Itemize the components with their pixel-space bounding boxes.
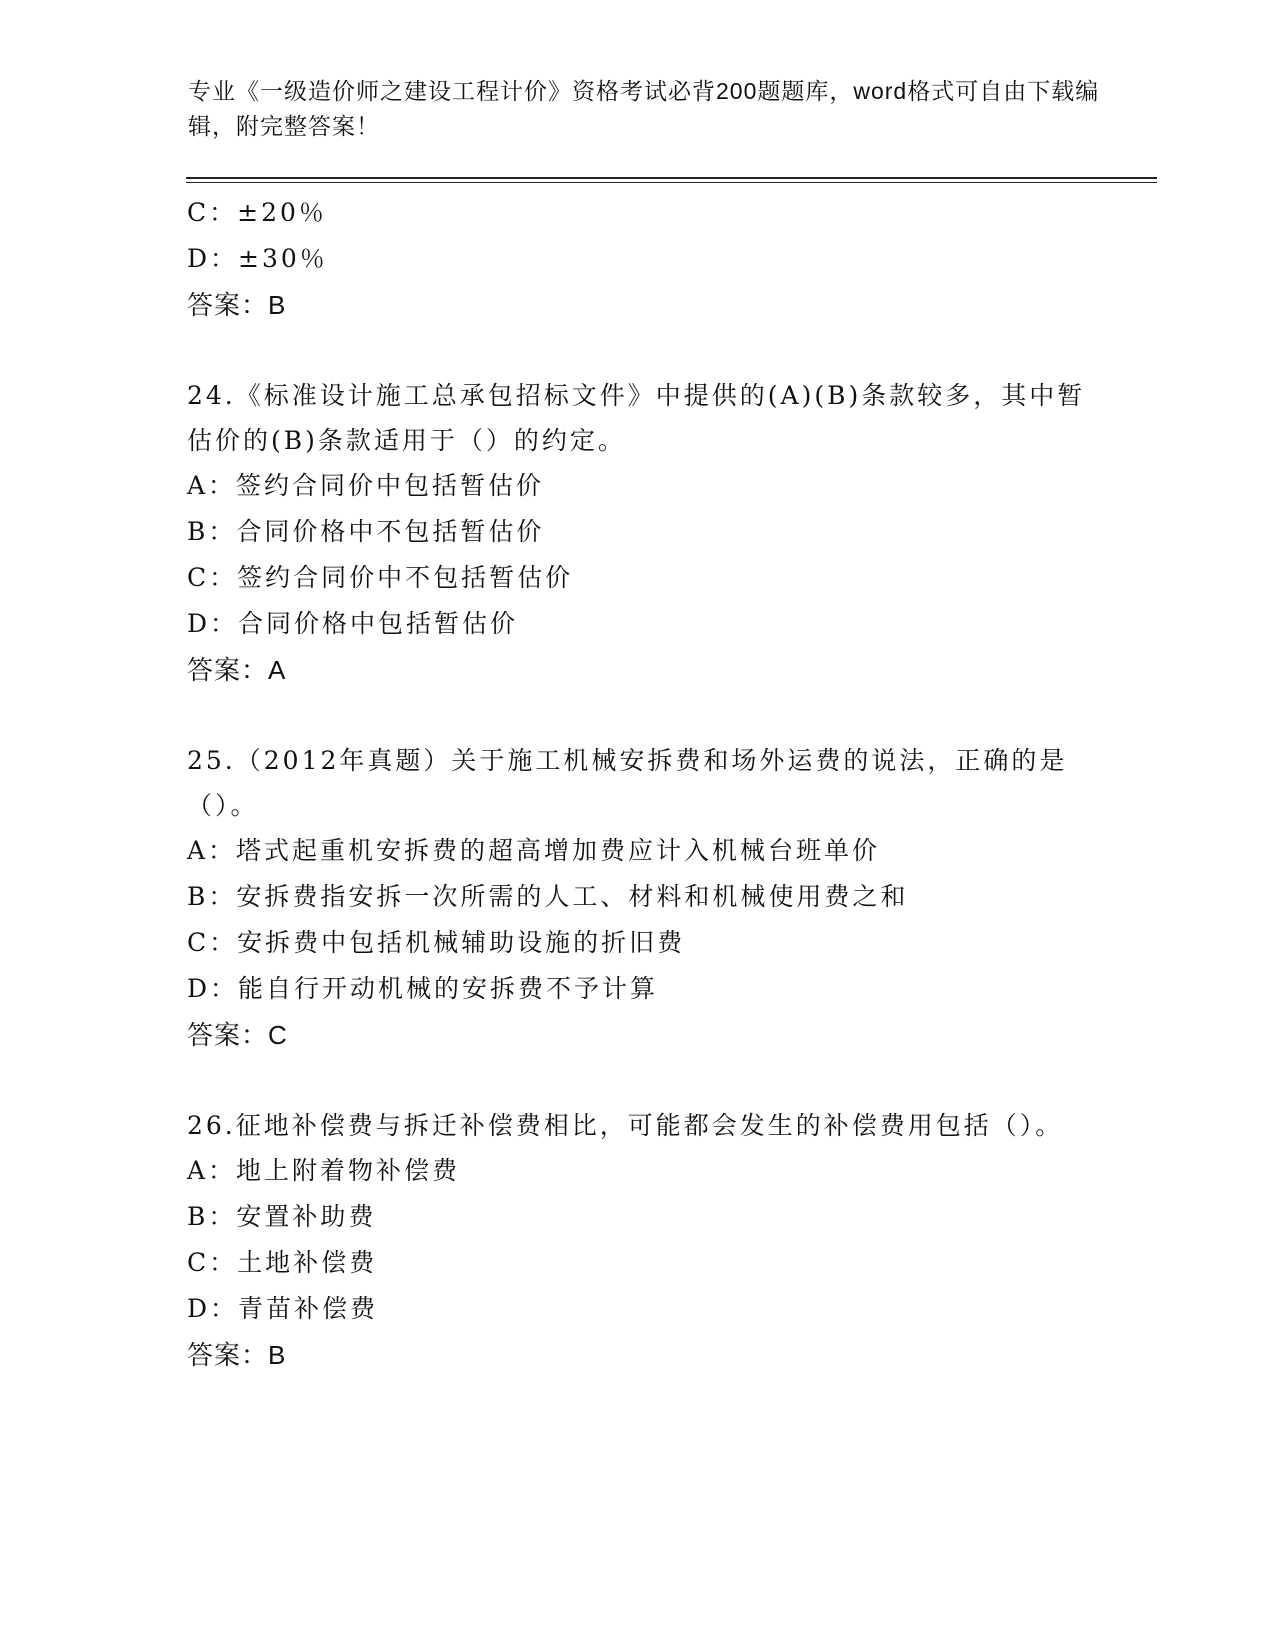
header-divider-thick — [186, 177, 1157, 179]
answer-line: 答案：B — [187, 1340, 287, 1370]
header-divider-thin — [186, 182, 1157, 183]
option-a: A：塔式起重机安拆费的超高增加费应计入机械台班单价 — [187, 836, 881, 865]
option-d: D：能自行开动机械的安拆费不予计算 — [187, 974, 659, 1003]
question-stem: 25.（2012年真题）关于施工机械安拆费和场外运费的说法，正确的是（）。 — [187, 746, 1068, 820]
option-c: C：安拆费中包括机械辅助设施的折旧费 — [187, 928, 686, 957]
option-b: B：安拆费指安拆一次所需的人工、材料和机械使用费之和 — [187, 882, 909, 911]
question-stem: 24.《标准设计施工总承包招标文件》中提供的(A)(B)条款较多，其中暂估价的(B)条款适用于（）的约定。 — [187, 381, 1086, 455]
question-24 — [187, 373, 1097, 693]
option-b: B：合同价格中不包括暂估价 — [187, 517, 545, 546]
previous-question-tail — [187, 190, 1097, 328]
answer-line: 答案：A — [187, 655, 287, 685]
option-a: A：签约合同价中包括暂估价 — [187, 471, 545, 500]
option-c: C：±20％ — [187, 198, 327, 227]
option-b: B：安置补助费 — [187, 1202, 377, 1231]
document-body — [187, 190, 1097, 1378]
question-stem: 26.征地补偿费与拆迁补偿费相比，可能都会发生的补偿费用包括（）。 — [187, 1111, 1064, 1140]
option-c: C：签约合同价中不包括暂估价 — [187, 563, 574, 592]
option-d: D：合同价格中包括暂估价 — [187, 609, 519, 638]
answer-line: 答案：B — [187, 290, 287, 320]
answer-line: 答案：C — [187, 1020, 288, 1050]
question-25 — [187, 738, 1097, 1058]
option-c: C：土地补偿费 — [187, 1248, 378, 1277]
question-26 — [187, 1103, 1097, 1378]
option-d: D：青苗补偿费 — [187, 1294, 379, 1323]
option-d: D：±30％ — [187, 244, 328, 273]
document-header: 专业《一级造价师之建设工程计价》资格考试必背200题题库，word格式可自由下载编辑，附完整答案！ — [188, 78, 1100, 139]
option-a: A：地上附着物补偿费 — [187, 1156, 461, 1185]
